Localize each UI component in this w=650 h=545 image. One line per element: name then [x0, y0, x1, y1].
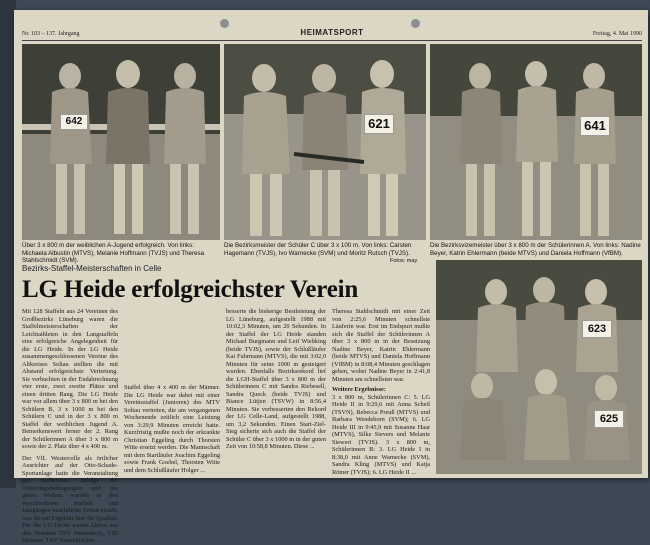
caption-photo-2: Die Bezirksmeister der Schüler C über 3 x 100 m. Von links: Carsten Hagemann (TVJS), Ivo Warnecke (SVM) und Moritz Rutsch (TVJS).	[224, 242, 412, 257]
caption-photo-3: Die Bezirksvizemeister über 3 x 800 m der Schülerinnen A. Von links: Nadine Beyer, Katrin Ehlermann (beide MTVS) und Daniela Hoffmann (VfBM).	[430, 242, 641, 257]
photo-credit: Fotos: may	[390, 258, 418, 264]
article-column-3	[226, 308, 326, 474]
article-column-2	[124, 384, 220, 474]
issue-date: Freitag, 4. Mai 1990	[592, 31, 642, 37]
paragraph: Theresa Stahlschmidt mit einer Zeit von 2:25,6 Minuten schnellste Läuferin war. Erst im Endspurt mußte sich die Staffel der Schülerinnen A über 3 x 800 m in der Besetzung Nadine Beyer, Katrin Ehlermann (beide MTVS) und Daniela Hoffmann (VfBM) in 8:08,4 Minuten geschlagen geben, wobei Nadine Beyer in 2:41,8 Minuten am schnellsten war.	[332, 308, 430, 383]
paragraph: Mit 128 Staffeln aus 24 Vereinen des Großbezirks Lüneburg waren die Staffelmeisterschaften der Leichtathleten in den Langstaffeln eine erfolgreiche Angelegenheit für die LG Heide. In der LG Heide zusammengeschlossenen Vereine des Altkreises Soltau stellten die mit Abstand erfolgreichste Vertretung. Sie verbuchten in der Endabrechnung vier erste, zwei zweite Plätze und einen dritten Rang. Die LG Heide war vor allem über 3 x 800 m bei den Schülern B, 3 x 1000 m bei den Schülern C und in der 3 x 800 m Staffel der weiblichen Jugend A. Bemerkenswert ferner der 2. Rang der Schülerinnen A über 3 x 800 m sowie der 2. Platz über 4 x 400 m.	[22, 308, 118, 450]
punch-hole	[220, 19, 229, 28]
punch-hole	[411, 19, 420, 28]
page-header	[22, 28, 642, 41]
bib-number: 642	[60, 114, 88, 130]
results-heading: Weitere Ergebnisse:	[332, 386, 386, 393]
newspaper-clipping	[14, 10, 648, 544]
paragraph: besserte die bisherige Bestleistung der LG Lüneburg, aufgestellt 1988 mit 10:02,3 Minuten, um 20 Sekunden. In der Staffel der LG Heide standen Michael Burgmann und Leif Wiebking (beide TVJS), sowie der Schlußläufer Kai Fuhrmann (MTVS), die mit 3:02,0 Minuten für seine 1000 m gesteigert wurden. Ebenfalls Bezirksrekord lief die LGH-Staffel über 3 x 800 m der Schülerinnen C mit Sandra Riebesell, Sandra Queck (beide TVJS) und Biance Lütjen (TSVW) in 8:56,4 Minuten. Sie verbesserten den Rekord der LG Celle-Land, aufgestellt 1988, um 3,2 Sekunden. Einen Start-Ziel-Sieg sicherte sich auch die Staffel der Schüler C über 3 x 1000 m in der guten Zeit von 10:58,8 Minuten. Diese ...	[226, 308, 326, 450]
issue-number: Nr. 103 – 137. Jahrgang	[22, 31, 80, 37]
article-column-4	[332, 308, 430, 474]
paragraph: Staffel über 4 x 400 m der Männer. Die LG Heide war dabei mit einer Vereinsstaffel (Junioren) des MTV Soltau vertreten, die am vergangenen Wochenende zeitlich eine Leistung von 3:29,9 Minuten erreicht hatte. Kurzfristig mußte noch der erkrankte Christian Eggeling durch Thorsten Witte ersetzt werden. Die Mannschaft mit dem Startläufer Joachim Eggeling sowie Frank Goebel, Thorsten Witte und dem Schlußläufer Holger ...	[124, 384, 220, 474]
photo-girls-schuelerinnen-a	[430, 44, 642, 240]
bib-number: 625	[594, 410, 624, 428]
bib-number: 623	[582, 320, 612, 338]
article-column-1	[22, 308, 118, 544]
photo-boys-schueler-c	[224, 44, 426, 240]
bib-number: 641	[580, 116, 610, 136]
photo-girls-a-jugend	[22, 44, 220, 240]
article-subhead: Bezirks-Staffel-Meisterschaften in Celle	[22, 264, 162, 273]
paragraph: Der VfL Westercelle als örtlicher Ausrichter auf der Otto-Schade-Sportanlage hatte die Veranstaltung gut vorbereitet. Infolge der Witterungsbedingungen und des guten Wetters wurden in den verschiedenen Staffeln und Jahrgängen beachtliche Zeiten erzielt, was für ein Ergebnis hier für Qualität. Für die LG Heide waren Aktive aus den Vereinen TSV Westenholz, VfB Munster, TSV Neuenkirchen ...	[22, 454, 118, 544]
photo-boys-schueler-b	[436, 260, 642, 474]
caption-photo-1: Über 3 x 800 m der weiblichen A-Jugend erfolgreich. Von links: Michaela Albustin (MTVS), Melanie Hoffmann (TVJS) und Theresa Stahlschmidt (SVM).	[22, 242, 205, 264]
bib-number: 621	[364, 114, 394, 134]
section-title: HEIMATSPORT	[300, 28, 364, 37]
results-list: 3 x 800 m, Schülerinnen C: 5. LG Heide II in 9:29,6 mit Anna Scheil (TSVN), Rebecca Preuß (MTVS) und Barbara Wendeborn (SVM); 6. LG Heide III in 9:45,9 mit Susanne Haar (MTVS), Silke Sievers und Melanie Siewert (TVJS). 3 x 800 m, Schülerinnen B: 3. LG Heide I in 8:38,0 mit Anne Warnecke (SVM), Sandra Kling (MTVS) und Katja Römer (TVJS); 6. LG Heide II ...	[332, 393, 430, 476]
article-headline: LG Heide erfolgreichster Verein	[22, 276, 359, 303]
